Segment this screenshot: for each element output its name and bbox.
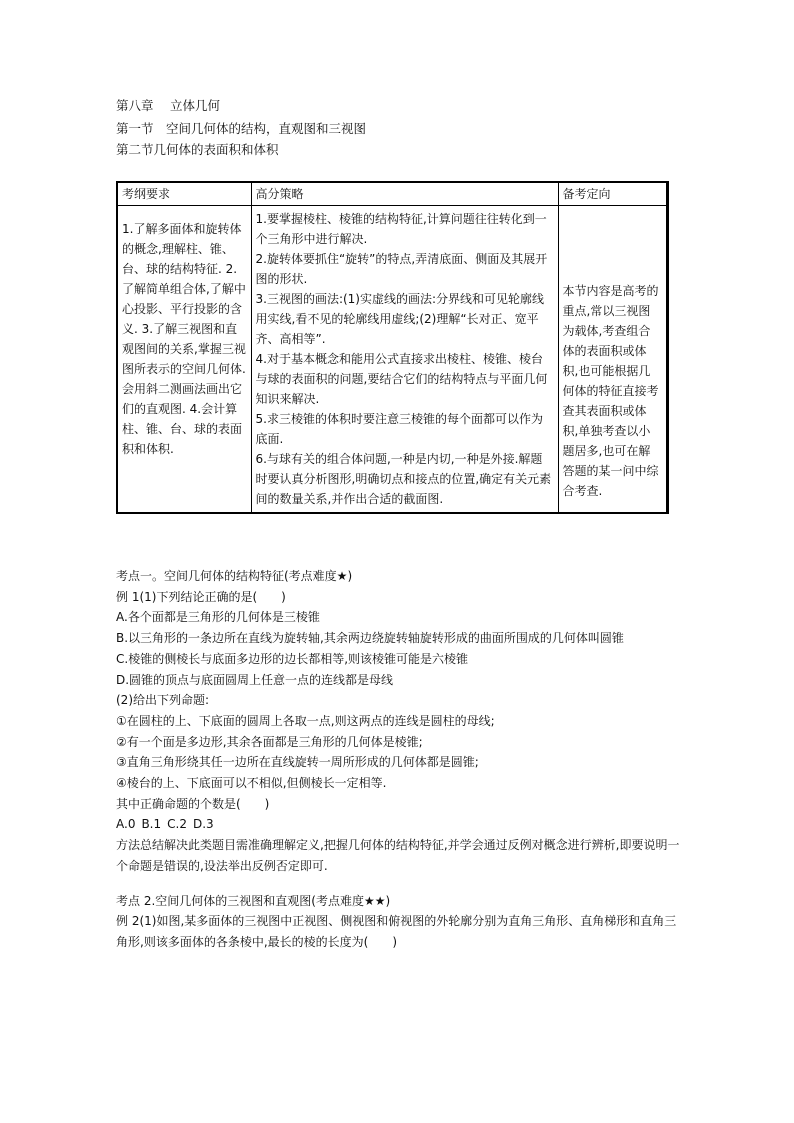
option-a: A.各个面都是三角形的几何体是三棱锥 <box>116 610 320 625</box>
proposition-3: ③直角三角形绕其任一边所在直线旋转一周所形成的几何体都是圆锥; <box>116 755 479 770</box>
topic-2-title: 考点 2.空间几何体的三视图和直观图(考点难度★★) <box>116 893 391 908</box>
answer-choices: A.0 B.1 C.2 D.3 <box>116 817 214 832</box>
example-2-question: 例 2(1)如图,某多面体的三视图中正视图、侧视图和俯视图的外轮廓分别为直角三角形、直角梯形和直角三角形,则该多面体的各条棱中,最长的棱的长度为( ) <box>116 914 677 949</box>
chapter-title: 第八章 立体几何 <box>116 98 220 113</box>
strategy-item: 4.对于基本概念和能用公式直接求出棱柱、棱锥、棱台与球的表面积的问题,要结合它们的结构特点与平面几何知识来解决. <box>255 352 548 406</box>
content-body <box>116 566 686 953</box>
table-row <box>117 206 667 514</box>
method-summary: 方法总结解决此类题目需准确理解定义,把握几何体的结构特征,并学会通过反例对概念进行辨析,即要说明一个命题是错误的,设法举出反例否定即可. <box>116 838 680 873</box>
direction-cell <box>558 206 667 514</box>
example-1-part-2: (2)给出下列命题: <box>116 693 210 708</box>
strategy-item: 1.要掌握棱柱、棱锥的结构特征,计算问题往往转化到一个三角形中进行解决. <box>255 212 547 246</box>
strategy-item: 5.求三棱锥的体积时要注意三棱锥的每个面都可以作为底面. <box>255 412 543 446</box>
strategy-cell <box>251 206 558 514</box>
table-header-cell: 备考定向 <box>558 182 667 206</box>
option-c: C.棱锥的侧棱长与底面多边形的边长都相等,则该棱锥可能是六棱锥 <box>116 651 469 666</box>
table-header-cell: 考纲要求 <box>117 182 251 206</box>
proposition-1: ①在圆柱的上、下底面的圆周上各取一点,则这两点的连线是圆柱的母线; <box>116 713 495 728</box>
option-d: D.圆锥的顶点与底面圆周上任意一点的连线都是母线 <box>116 672 394 687</box>
spacer <box>116 877 686 891</box>
strategy-item: 6.与球有关的组合体问题,一种是内切,一种是外接.解题时要认真分析图形,明确切点和接点的位置,确定有关元素间的数量关系,并作出合适的截面图. <box>255 452 552 506</box>
option-b: B.以三角形的一条边所在直线为旋转轴,其余两边绕旋转轴旋转形成的曲面所围成的几何体叫圆锥 <box>116 631 624 646</box>
strategy-item: 2.旋转体要抓住“旋转”的特点,弄清底面、侧面及其展开图的形状. <box>255 252 548 286</box>
proposition-4: ④棱台的上、下底面可以不相似,但侧棱长一定相等. <box>116 776 387 791</box>
direction-text: 本节内容是高考的重点,常以三视图为载体,考查组合体的表面积或体积,也可能根据几何体的特征直接考查其表面积或体积,单独考查以小题居多,也可在解答题的某一问中综合考查. <box>562 284 659 498</box>
topic-1-title: 考点一。空间几何体的结构特征(考点难度★) <box>116 569 353 583</box>
proposition-2: ②有一个面是多边形,其余各面都是三角形的几何体是棱锥; <box>116 734 423 749</box>
table-header-row <box>117 182 667 206</box>
syllabus-cell <box>117 206 251 514</box>
section-title-1: 第一节 空间几何体的结构，直观图和三视图 <box>116 121 367 136</box>
table-header-cell: 高分策略 <box>251 182 558 206</box>
requirements-table <box>116 181 669 514</box>
syllabus-text: 1.了解多面体和旋转体的概念,理解柱、锥、台、球的结构特征. 2.了解简单组合体,了解中心投影、平行投影的含义. 3.了解三视图和直观图间的关系,掌握三视图所表示的空间几何体.会用斜二测画法画出它们的直观图. 4.会计算柱、锥、台、球的表面积和体积. <box>122 222 246 456</box>
count-question: 其中正确命题的个数是( ) <box>116 796 270 811</box>
strategy-item: 3.三视图的画法:(1)实虚线的画法:分界线和可见轮廓线用实线,看不见的轮廓线用虚线;(2)理解“长对正、宽平齐、高相等”. <box>255 292 545 346</box>
section-title-2: 第二节几何体的表面积和体积 <box>116 142 279 157</box>
example-1-question: 例 1(1)下列结论正确的是( ) <box>116 589 286 604</box>
